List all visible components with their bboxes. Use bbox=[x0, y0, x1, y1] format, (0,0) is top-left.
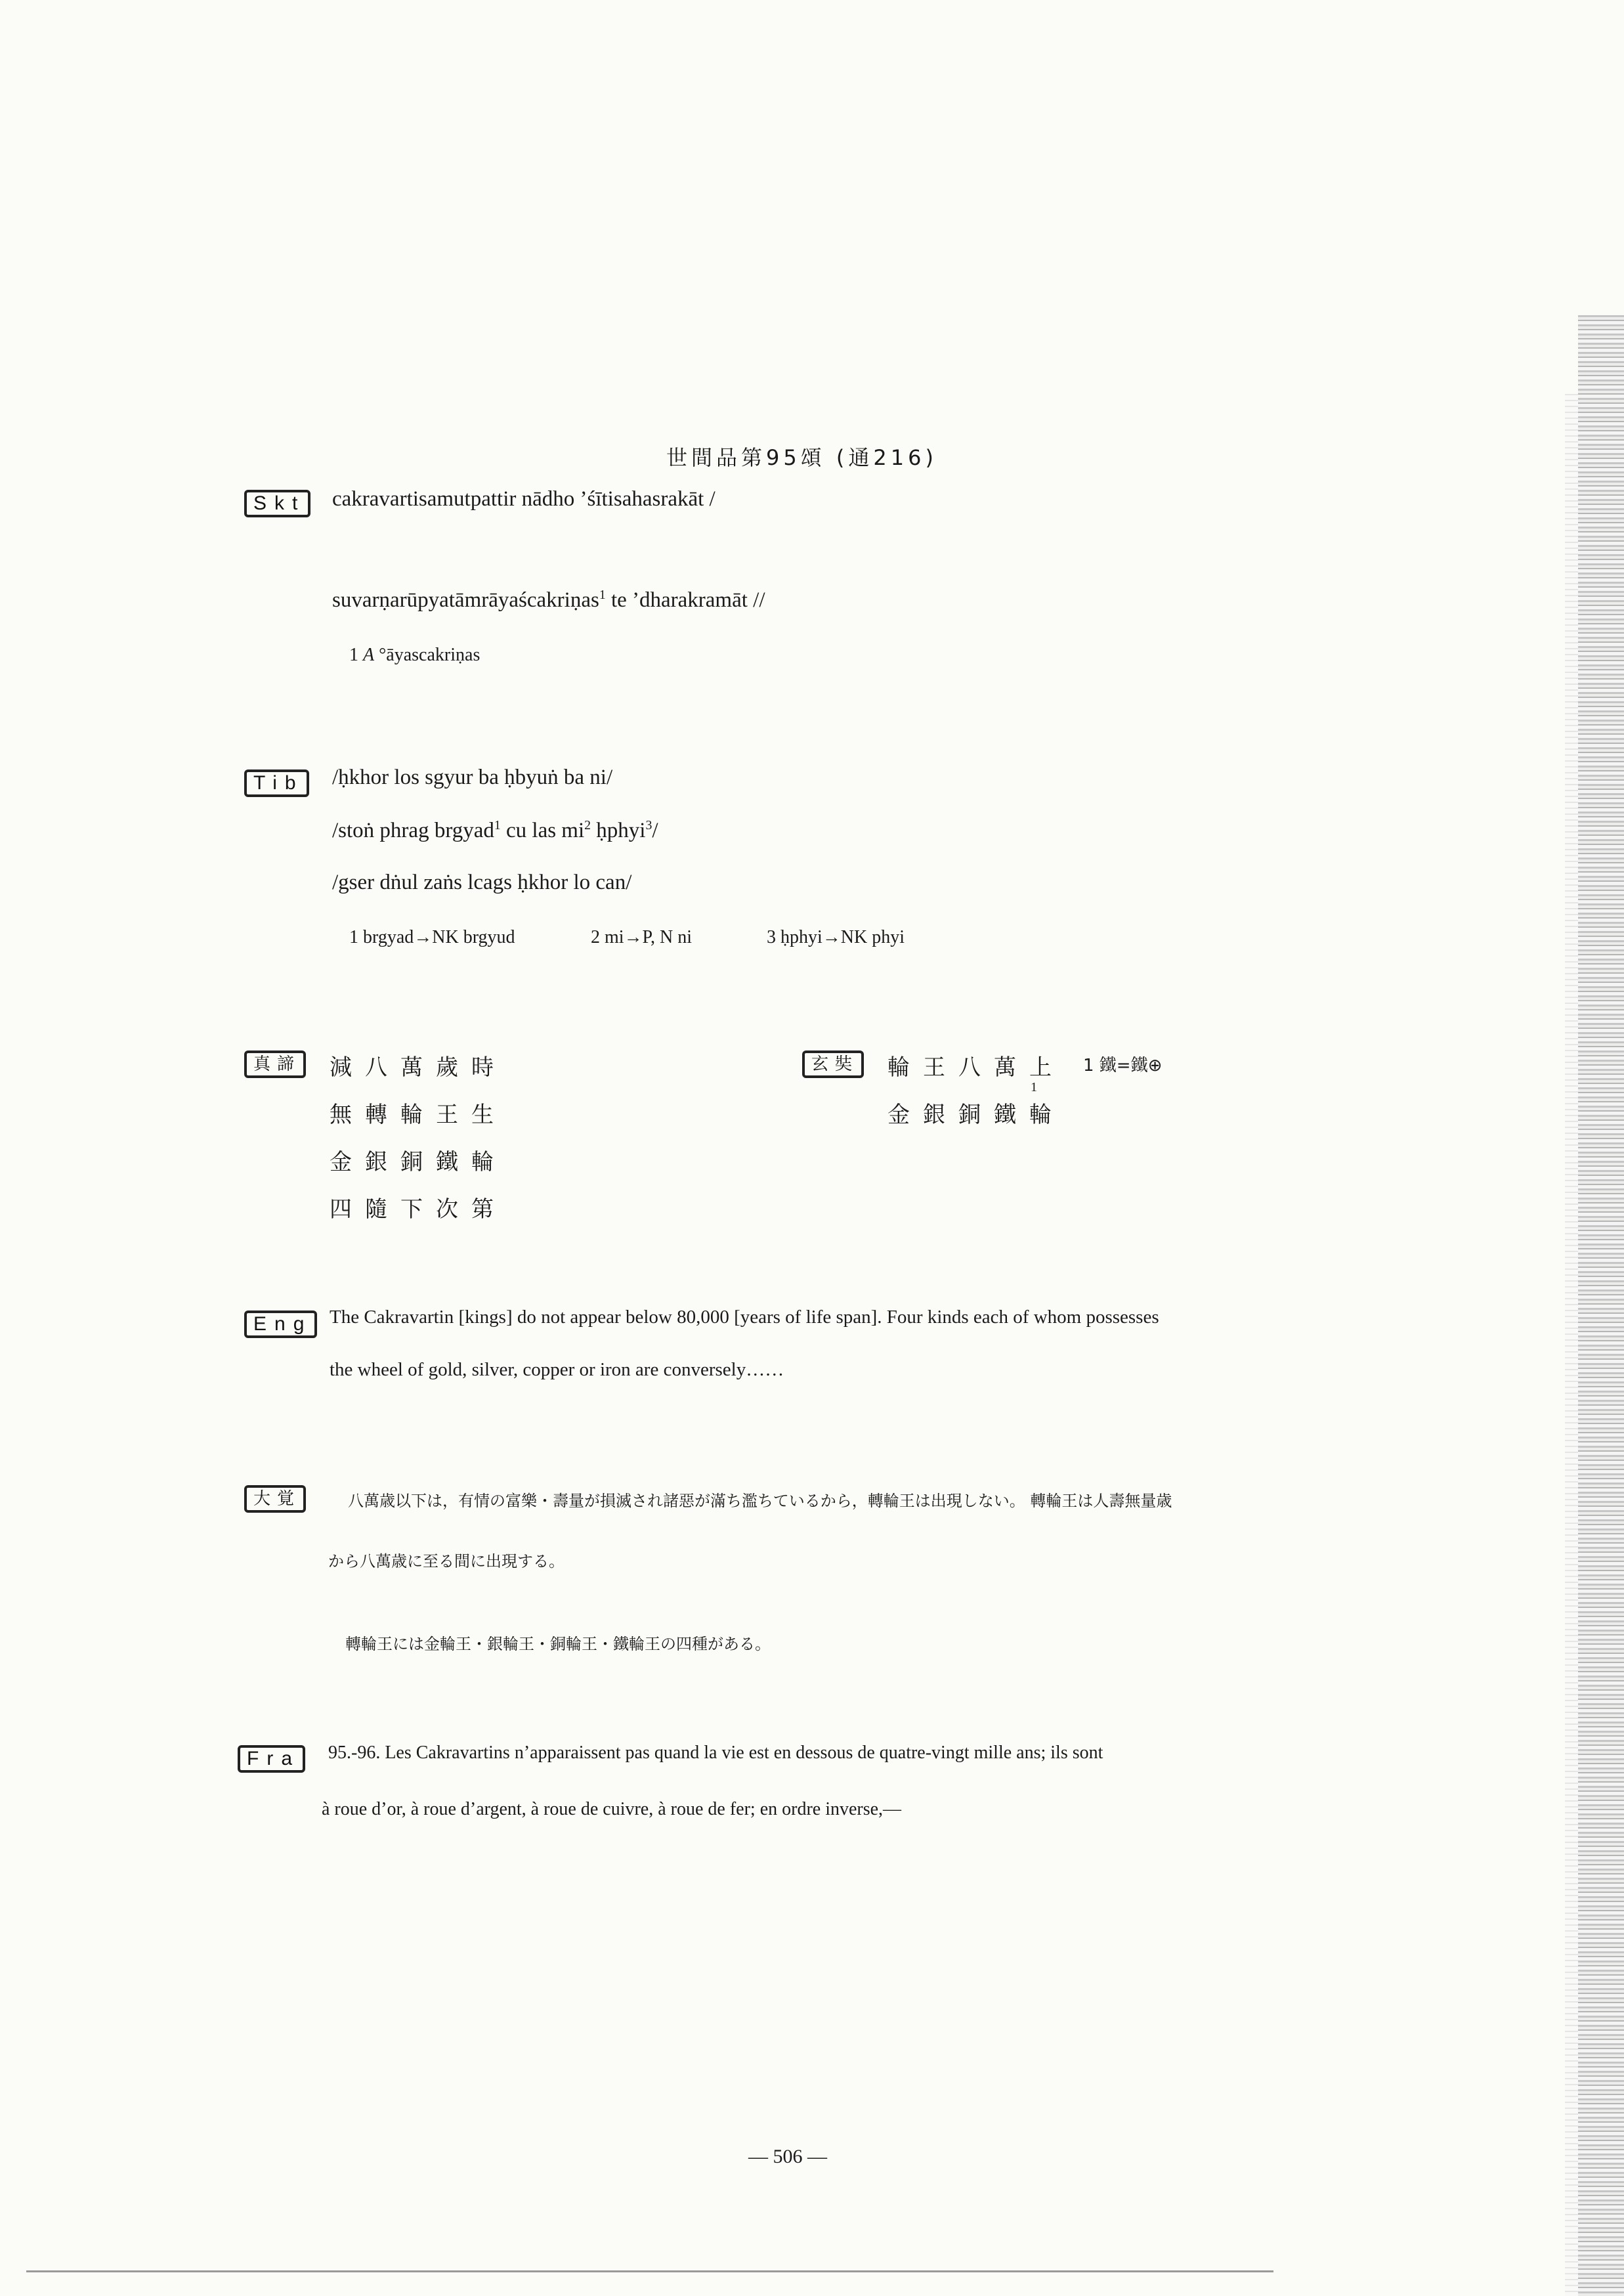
section-label-daikaku: 大覚 bbox=[244, 1485, 306, 1513]
tib-verse-line-3: /gser dṅul zaṅs lcags ḥkhor lo can/ bbox=[332, 871, 632, 894]
tib-footnote-3: 3 ḥphyi→NK phyi bbox=[767, 927, 905, 947]
fra-line-2: à roue d’or, à roue d’argent, à roue de cuivre, à roue de fer; en ordre inverse,— bbox=[322, 1799, 902, 1819]
zhendi-line-1: 減八萬歲時 bbox=[330, 1054, 507, 1081]
scan-edge-noise bbox=[1565, 394, 1578, 2296]
section-label-tib: Tib bbox=[244, 769, 309, 797]
section-label-zhendi: 真諦 bbox=[244, 1051, 306, 1078]
daikaku-line-3: 轉輪王には金輪王・銀輪王・銅輪王・鐵輪王の四種がある。 bbox=[345, 1635, 771, 1653]
zhendi-line-2: 無轉輪王生 bbox=[330, 1102, 507, 1128]
page-title: 世間品第95頌 (通216) bbox=[666, 445, 937, 470]
bottom-scan-line bbox=[26, 2270, 1273, 2272]
zhendi-line-3: 金銀銅鐵輪 bbox=[330, 1149, 507, 1175]
skt-footnote: 1 A °āyascakriṇas bbox=[349, 645, 481, 665]
eng-line-2: the wheel of gold, silver, copper or iron are conversely…… bbox=[330, 1359, 784, 1380]
daikaku-line-1: 八萬歳以下は，有情の富樂・壽量が損滅され諸惡が滿ち濫ちているから，轉輪王は出現しない。 轉輪王は人壽無量歳 bbox=[348, 1492, 1172, 1510]
eng-line-1: The Cakravartin [kings] do not appear below 80,000 [years of life span]. Four kinds each of whom possesses bbox=[330, 1307, 1159, 1328]
xuanzang-line-1: 輪王八萬上 bbox=[887, 1054, 1065, 1081]
section-label-eng: Eng bbox=[244, 1310, 317, 1338]
xuanzang-footnote: 1 鐵=鐵⊕ bbox=[1083, 1056, 1163, 1075]
tib-verse-line-1: /ḥkhor los sgyur ba ḥbyuṅ ba ni/ bbox=[332, 766, 613, 789]
daikaku-line-2: から八萬歳に至る間に出現する。 bbox=[328, 1552, 565, 1570]
section-label-xuanzang: 玄奘 bbox=[802, 1051, 864, 1078]
section-label-fra: Fra bbox=[238, 1745, 305, 1773]
section-label-skt: Skt bbox=[244, 490, 310, 517]
zhendi-line-4: 四隨下次第 bbox=[330, 1196, 507, 1223]
tib-footnote-1: 1 brgyad→NK brgyud bbox=[349, 927, 515, 947]
xuanzang-note-mark: 1 bbox=[1031, 1080, 1037, 1094]
tib-verse-line-2: /stoṅ phrag brgyad$^1$ cu las $mi^2$ ḥphyi$^3$/ bbox=[332, 818, 658, 842]
fra-line-1: 95.-96. Les Cakravartins n’apparaissent pas quand la vie est en dessous de quatre-vingt mille ans; ils sont bbox=[328, 1743, 1103, 1763]
tib-footnote-2: 2 mi→P, N ni bbox=[591, 927, 693, 947]
scan-edge-shadow bbox=[1578, 315, 1624, 2296]
skt-verse-line-1: cakravartisamutpattir nādho ’śītisahasrakāt / bbox=[332, 487, 716, 511]
xuanzang-line-2: 金銀銅鐵輪 bbox=[887, 1102, 1065, 1128]
skt-verse-line-2: suvarṇarūpyatāmrāyaścakriṇas$^1$ te ’dharakramāt // bbox=[332, 588, 765, 612]
page-number: — 506 — bbox=[748, 2146, 827, 2167]
